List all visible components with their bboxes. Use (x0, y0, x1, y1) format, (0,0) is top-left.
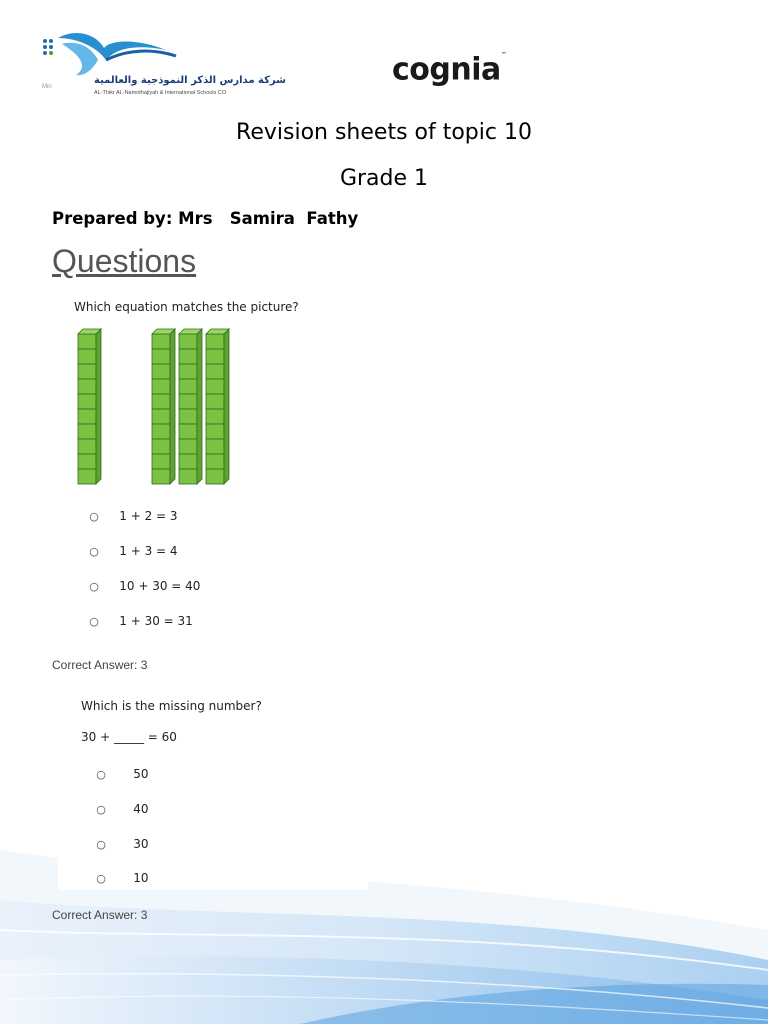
unit-cube (179, 349, 197, 364)
option-text: 1 + 30 = 31 (119, 614, 193, 628)
grade-label: Grade 1 (339, 166, 429, 191)
unit-cube (179, 334, 197, 349)
unit-cube (152, 394, 170, 409)
unit-cube (206, 439, 224, 454)
option-text: 10 (133, 871, 149, 885)
unit-cube (78, 334, 96, 349)
unit-cube (152, 334, 170, 349)
radio-button-icon[interactable]: ○ (96, 768, 106, 781)
radio-button-icon[interactable]: ○ (89, 580, 99, 593)
unit-cube (78, 439, 96, 454)
school-mini-text: Min (42, 84, 52, 90)
ten-rod-1 (152, 329, 175, 484)
questions-heading: Questions (52, 243, 197, 279)
unit-cube (179, 439, 197, 454)
base-ten-rods-picture (74, 326, 254, 486)
option-text: 1 + 3 = 4 (119, 544, 178, 558)
ten-rod-2 (179, 329, 202, 484)
radio-button-icon[interactable]: ○ (89, 510, 99, 523)
unit-cube (179, 379, 197, 394)
question-1-option-4[interactable] (74, 600, 193, 642)
cognia-logo (392, 51, 506, 88)
document-title: Revision sheets of topic 10 (236, 120, 532, 145)
radio-button-icon[interactable]: ○ (89, 615, 99, 628)
unit-cube (206, 349, 224, 364)
unit-cube (78, 469, 96, 484)
unit-cube (206, 379, 224, 394)
question-2-equation: 30 + _____ = 60 (81, 730, 177, 744)
unit-cube (179, 409, 197, 424)
question-1-prompt: Which equation matches the picture? (74, 300, 299, 314)
book-swoosh-icon (36, 30, 266, 80)
radio-button-icon[interactable]: ○ (89, 545, 99, 558)
unit-cube (179, 469, 197, 484)
unit-cube (179, 454, 197, 469)
radio-button-icon[interactable]: ○ (96, 803, 106, 816)
unit-cube (78, 424, 96, 439)
question-1-correct-answer: Correct Answer: 3 (52, 658, 148, 672)
question-2 (58, 690, 368, 890)
unit-cube (206, 424, 224, 439)
school-name-arabic: شركة مدارس الذكر النموذجية والعالمية (94, 75, 286, 86)
option-text: 40 (133, 802, 149, 816)
option-text: 30 (133, 837, 149, 851)
school-logo (36, 30, 286, 105)
unit-cube (179, 394, 197, 409)
question-2-prompt: Which is the missing number? (81, 699, 262, 713)
school-name-english: AL-Thikr AL-Namothajiyah & International Schools CO (94, 90, 227, 96)
option-text: 50 (133, 767, 149, 781)
unit-cube (152, 349, 170, 364)
ten-rod-3 (206, 329, 229, 484)
prepared-by: Prepared by: Mrs Samira Fathy (52, 209, 359, 228)
unit-cube (78, 454, 96, 469)
unit-cube (206, 394, 224, 409)
question-2-correct-answer: Correct Answer: 3 (52, 908, 148, 922)
unit-cube (152, 409, 170, 424)
rod-side-face (96, 329, 101, 484)
unit-cube (152, 424, 170, 439)
unit-cube (152, 454, 170, 469)
unit-cube (78, 349, 96, 364)
option-text: 10 + 30 = 40 (119, 579, 201, 593)
question-1 (58, 290, 368, 630)
radio-button-icon[interactable]: ○ (96, 872, 106, 885)
radio-button-icon[interactable]: ○ (96, 838, 106, 851)
trademark-mark: ™ (500, 51, 507, 59)
unit-cube (206, 364, 224, 379)
unit-cube (206, 334, 224, 349)
unit-cube (78, 379, 96, 394)
unit-cube (179, 364, 197, 379)
unit-cube (206, 409, 224, 424)
ten-rod-0 (78, 329, 101, 484)
rod-side-face (170, 329, 175, 484)
unit-cube (78, 409, 96, 424)
rod-side-face (197, 329, 202, 484)
unit-cube (179, 424, 197, 439)
unit-cube (78, 394, 96, 409)
unit-cube (152, 469, 170, 484)
unit-cube (206, 469, 224, 484)
unit-cube (206, 454, 224, 469)
unit-cube (78, 364, 96, 379)
unit-cube (152, 364, 170, 379)
rod-side-face (224, 329, 229, 484)
unit-cube (152, 439, 170, 454)
option-text: 1 + 2 = 3 (119, 509, 178, 523)
unit-cube (152, 379, 170, 394)
cognia-wordmark: cognia (392, 51, 501, 88)
question-2-option-4[interactable] (81, 857, 149, 899)
